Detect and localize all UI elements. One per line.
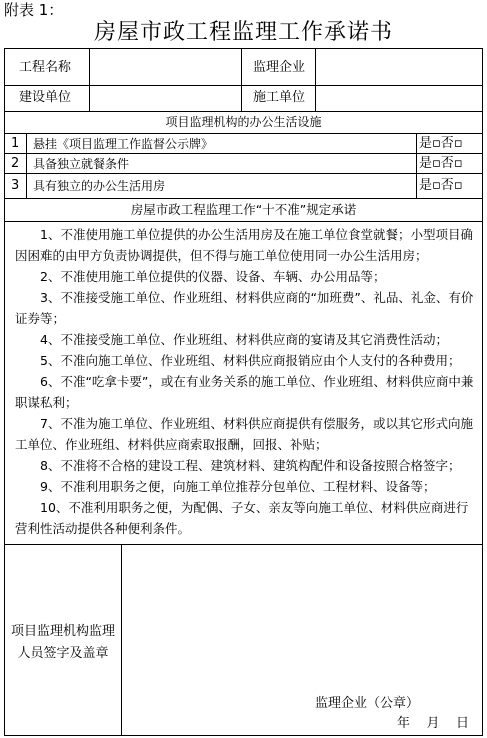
rule-item: 2、不准使用施工单位提供的仪器、设备、车辆、办公用品等；	[40, 269, 386, 284]
rule-item: 10、不准利用职务之便，为配偶、子女、亲友等向施工单位、材料供应商进行营利性活动提供各种便利条件。	[15, 500, 469, 536]
form-table	[4, 48, 483, 736]
rule-item: 7、不准为施工单位、作业班组、材料供应商提供有偿服务，或以其它形式向施工单位、作业班组、材料供应商索取报酬，回报、补贴；	[15, 416, 473, 452]
rule-item: 9、不准利用职务之便，向施工单位推荐分包单位、工程材料、设备等；	[40, 479, 436, 494]
rules-heading: 房屋市政工程监理工作“十不准”规定承诺	[130, 202, 357, 217]
rule-item: 4、不准接受施工单位、作业班组、材料供应商的宴请及其它消费性活动；	[40, 332, 448, 347]
facility-no: 1	[11, 136, 20, 151]
facility-text: 具有独立的办公生活用房	[33, 179, 166, 193]
rule-item: 5、不准向施工单位、作业班组、材料供应商报销应由个人支付的各种费用；	[40, 353, 461, 368]
facility-text: 具备独立就餐条件	[33, 157, 130, 171]
owner-label: 建设单位	[19, 90, 72, 105]
rule-item: 8、不准将不合格的建设工程、建筑材料、建筑构配件和设备按照合格签字；	[40, 458, 461, 473]
rule-item: 6、不准“吃拿卡要”，或在有业务关系的施工单位、作业班组、材料供应商中兼职谋私利；	[15, 374, 474, 410]
contractor-label: 施工单位	[253, 90, 306, 105]
project-name-label: 工程名称	[19, 60, 72, 75]
facility-choice[interactable]: 是▫否▫	[419, 178, 463, 193]
company-seal-label: 监理企业（公章）	[315, 696, 420, 711]
signature-label: 项目监理机构监理人员签字及盖章	[10, 624, 115, 661]
rule-item: 1、不准使用施工单位提供的办公生活用房及在施工单位食堂就餐；小型项目确因困难的由甲方负责协调提供，但不得与施工单位使用同一办公生活用房；	[15, 227, 473, 263]
signature-date: 年 月 日	[397, 716, 470, 731]
rule-item: 3、不准接受施工单位、作业班组、材料供应商的“加班费”、礼品、礼金、有价证券等；	[15, 290, 474, 326]
facility-choice[interactable]: 是▫否▫	[419, 156, 463, 171]
facility-no: 3	[11, 178, 20, 193]
facility-no: 2	[11, 156, 20, 171]
document-title: 房屋市政工程监理工作承诺书	[93, 20, 393, 45]
facility-text: 悬挂《项目监理工作监督公示牌》	[33, 137, 214, 151]
facilities-heading: 项目监理机构的办公生活设施	[165, 115, 322, 129]
facility-choice[interactable]: 是▫否▫	[419, 136, 463, 151]
supervisor-company-label: 监理企业	[253, 60, 306, 75]
attachment-label: 附表 1：	[4, 1, 64, 19]
